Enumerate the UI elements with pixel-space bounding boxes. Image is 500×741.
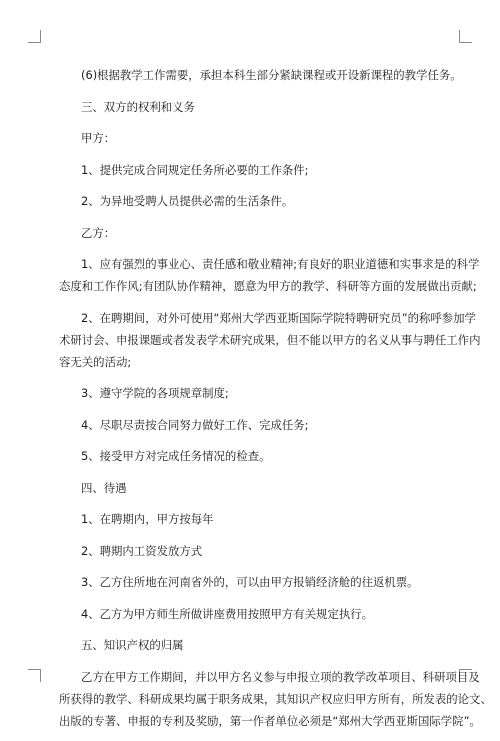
section-heading-compensation: 四、待遇 (81, 480, 127, 495)
paragraph-line: 出版的专著、申报的专利及奖励，第一作者单位必须是“郑州大学西亚斯国际学院”。 (59, 713, 481, 728)
section-heading-rights-obligations: 三、双方的权利和义务 (81, 99, 195, 114)
compensation-item-1: 1、在聘期内，甲方按每年 (81, 512, 214, 526)
paragraph-line: 1、应有强烈的事业心、责任感和敬业精神;有良好的职业道德和实事求是的科学 (81, 257, 480, 271)
paragraph-line: 2、在聘期间，对外可使用“郑州大学西亚斯国际学院特聘研究员”的称呼参加学 (81, 310, 476, 325)
section-heading-intellectual-property: 五、知识产权的归属 (81, 638, 184, 652)
party-a-item-2: 2、为异地受聘人员提供必需的生活条件。 (81, 194, 294, 208)
paragraph-line: 术研讨会、申报课题或者发表学术研究成果，但不能以甲方的名义从事与聘任工作内 (59, 332, 481, 347)
party-b-item-1 (59, 253, 480, 297)
party-b-item-2 (59, 307, 481, 373)
party-b-item-3: 3、遵守学院的各项规章制度; (81, 386, 229, 400)
crop-mark-top-left (28, 30, 41, 43)
paragraph-line: 容无关的活动; (59, 354, 132, 369)
party-a-item-1: 1、提供完成合同规定任务所必要的工作条件; (81, 162, 309, 177)
paragraph-line: 态度和工作作风;有团队协作精神，愿意为甲方的教学、科研等方面的发展做出贡献; (59, 279, 477, 293)
crop-mark-bottom-left (28, 669, 41, 682)
party-a-label: 甲方： (81, 131, 116, 145)
paragraph-line: 乙方在甲方工作期间，并以甲方名义参与申报立项的教学改革项目、科研项目及 (81, 669, 480, 684)
compensation-item-3: 3、乙方住所地在河南省外的，可以由甲方报销经济舱的往返机票。 (81, 575, 419, 589)
party-b-item-4: 4、尽职尽责按合同努力做好工作、完成任务; (81, 417, 309, 432)
intellectual-property-paragraph (59, 666, 492, 732)
paragraph-teaching-task: (6)根据教学工作需要，承担本科生部分紧缺课程或开设新课程的教学任务。 (81, 68, 462, 82)
compensation-item-4: 4、乙方为甲方师生所做讲座费用按照甲方有关规定执行。 (81, 606, 374, 621)
paragraph-line: 所获得的教学、科研成果均属于职务成果，其知识产权应归甲方所有，所发表的论文、 (59, 691, 492, 706)
party-b-label: 乙方： (81, 225, 116, 240)
compensation-item-2: 2、聘期内工资发放方式 (81, 543, 203, 558)
crop-mark-top-right (459, 30, 472, 43)
document-body (59, 64, 492, 741)
party-b-item-5: 5、接受甲方对完成任务情况的检查。 (81, 449, 271, 463)
